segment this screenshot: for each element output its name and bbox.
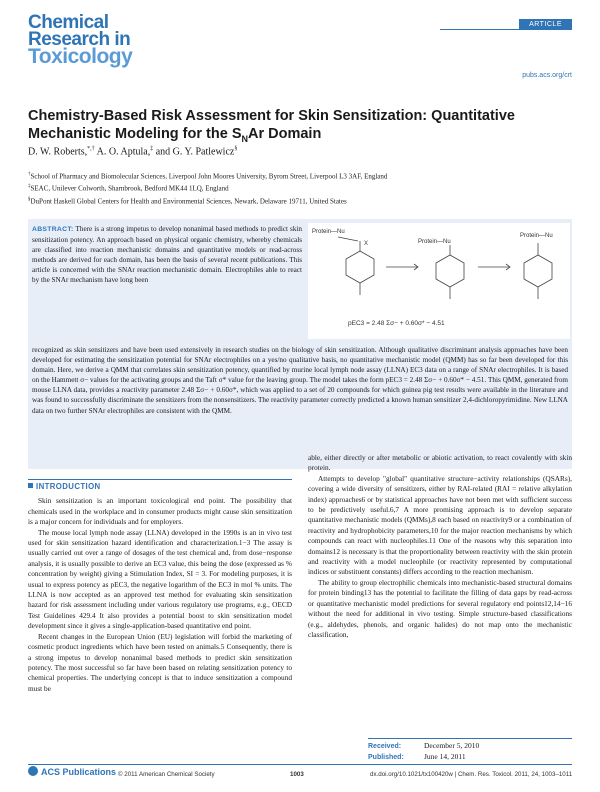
page-number: 1003 (290, 771, 304, 778)
author-mark: *,† (87, 146, 95, 152)
article-title (28, 107, 548, 148)
dates-rule-top (368, 738, 572, 739)
affiliation-mark: § (28, 197, 31, 202)
body-paragraph: Skin sensitization is an important toxicological end point. The possibility that chemicals used in the workplace and in consumer products might cause skin sensitization is a major concern for individuals and for employers. (28, 496, 292, 527)
publisher-name: ACS Publications (41, 767, 117, 777)
body-paragraph: Recent changes in the European Union (EU) legislation will forbid the marketing of cosmetic product ingredients which have been tested on animals.5 Consequently, there is a strong impetus to develop nonanimal based methods to predict skin sensitization potency. The most successful so far have been based on relating sensitization potency to chemical properties. The underlying concept is that to induce sensitization a compound must be (28, 631, 292, 693)
body-paragraph: The mouse local lymph node assay (LLNA) developed in the 1990s is an in vivo test used for skin sensitization hazard identification and characterization.1−3 The assay is usually carried out over a range of dosages of the test chemical and, from dose−response analysis, it is usually possible to derive an EC3 value, this being the dose (expressed as % concentration by weight) giving a Stimulation Index, SI = 3. For modeling purposes, it is usual to express potency as pEC3, the negative logarithm of the EC3 in mol % units. The LLNA is now accepted as an approved test method for evaluating skin sensitization hazard for risk assessment including under various regulatory use programs, e.g., OECD Test Guidelines 429.4 It also provides a potential boost to skin sensitization model development since it gives a single-application-based quantitative end point. (28, 527, 292, 631)
journal-logo-line3: Toxicology (28, 45, 133, 68)
section-rule (28, 479, 292, 480)
doi-citation-link[interactable]: dx.doi.org/10.1021/tx100420w | Chem. Res. Toxicol. 2011, 24, 1003–1011 (370, 771, 573, 778)
title-end: Ar Domain (248, 126, 322, 142)
affiliation-mark: † (28, 172, 31, 177)
published-value: June 14, 2011 (424, 752, 466, 761)
journal-logo-line1: Chemical (28, 12, 109, 33)
acs-logo-icon (28, 766, 38, 776)
benzene-ring-mid (436, 255, 464, 287)
received-label: Received: (368, 743, 402, 750)
reaction-scheme (308, 223, 570, 339)
graphic-label-leaving-group: X (364, 241, 369, 247)
benzene-ring-left (346, 251, 374, 283)
received-value: December 5, 2010 (424, 741, 480, 750)
body-paragraph: The ability to group electrophilic chemicals into mechanistic-based structural domains for protein binding13 has the potential to facilitate the filling of data gaps by read-across or quantitative mechanistic model predictions for several regulatory end points12,14−16 without the need for additional in vivo testing. Simple structure-based classifications (e.g., aldehydes, phenols, and organic halides) do not map onto the mechanistic classification, (308, 577, 572, 639)
article-type-tag: ARTICLE (519, 19, 572, 30)
author-mark: § (234, 146, 238, 152)
toc-graphic (308, 223, 570, 339)
abstract-narrow-text: There is a strong impetus to develop nonanimal based methods to predict skin sensitization potency. An approach based on physical organic chemistry, whereby chemicals are classified into reaction mechanistic domains and quantitative models or read-across methods are derived for each domain, has been the basis of several recent publications. This article is concerned with the SNAr reaction mechanistic domain. Electrophiles able to react by the SNAr mechanism have long been (32, 225, 303, 285)
abstract-text-bottom: recognized as skin sensitizers and have been used extensively in research studies on the biology of skin sensitization. Although qualitative discriminant analysis approaches have been developed for estimating the sensitization potential for SNAr electrophiles on a yes/no qualitative basis, no quantitative mechanistic model (QMM) has so far been developed for this domain. Here, we derive a QMM that correlates skin sensitization potency, quantified by murine local lymph node assay (LLNA) EC3 data on a range of SNAr electrophiles. It is based on the Hammett σ− values for the activating groups and the Taft σ* value for the leaving group. The model takes the form pEC3 = 2.48 Σσ− + 0.60σ* − 4.51. This QMM, generated from mouse LLNA data, provides a reactivity parameter 2.48 Σσ− + 0.60σ*, which was applied to a set of 20 compounds for which guinea pig test results were available in the literature and was found to successfully discriminate the sensitizers from the nonsensitizers. The reactivity parameter correctly predicted a known human sensitizer 2,4-dichloropyrimidine. New LLNA data on two further SNAr electrophiles are consistent with the QMM. (32, 346, 568, 415)
title-subscript: N (241, 133, 248, 144)
journal-logo-line2: Research in (28, 29, 131, 50)
affiliation-text: School of Pharmacy and Biomolecular Sciences, Liverpool John Moores University, Byrom Street, Liverpool L3 3AF, England (30, 172, 388, 181)
affiliation-text: DuPont Haskell Global Centers for Health and Environmental Sciences, Newark, Delaware 19711, United States (30, 197, 347, 206)
affiliation (28, 170, 568, 181)
body-column-right (308, 453, 572, 640)
copyright-notice: © 2011 American Chemical Society (118, 771, 215, 778)
journal-url-link[interactable]: pubs.acs.org/crt (522, 72, 572, 79)
body-paragraph: Attempts to develop "global" quantitative structure−activity relationships (QSARs), covering a wide diversity of sensitizers, either by RAI-related (RAI = relative alkylation index) approaches6 or by statistical approaches have not been met with sufficient success to be predictively useful.6,7 A more promising approach is to develop separate quantitative mechanistic models (QMMs),8 each based on reactivity9 or a combination of reactivity and hydrophobicity parameters,10 for the major reaction mechanisms by which compounds can react with nucleophiles.11 One of the reasons why this separation into domains12 is necessary is that the proportionality between reactivity with the skin protein and reactivity with a model nucleophile (or reactivity represented by computational indices or substituent constants) differs according to the reaction mechanism. (308, 473, 572, 577)
graphic-label-formula: pEC3 = 2.48 Σσ− + 0.60σ* − 4.51 (348, 320, 445, 327)
graphic-label-protein-mid: Protein—Nu (418, 239, 451, 245)
graphic-label-protein-left: Protein—Nu (312, 229, 345, 235)
body-paragraph: able, either directly or after metabolic or abiotic activation, to react covalently with skin protein. (308, 453, 572, 473)
affiliation-text: SEAC, Unilever Colworth, Sharnbrook, Bedford MK44 1LQ, England (30, 184, 229, 193)
affiliation-mark: ‡ (28, 184, 31, 189)
section-heading-text: INTRODUCTION (36, 482, 101, 491)
footer-rule (28, 764, 572, 765)
benzene-ring-right (524, 255, 552, 287)
author-name[interactable]: and G. Y. Patlewicz (155, 146, 235, 158)
journal-logo (28, 12, 178, 68)
abstract-text-top (32, 224, 302, 286)
author-name[interactable]: A. O. Aptula, (96, 146, 151, 158)
author-mark: ‡ (150, 146, 154, 152)
graphic-label-protein-right: Protein—Nu (520, 233, 553, 239)
section-marker-icon (28, 483, 33, 488)
published-date (368, 752, 466, 761)
body-column-left (28, 482, 292, 694)
section-heading-introduction (28, 482, 292, 492)
published-label: Published: (368, 754, 404, 761)
header-rule (440, 29, 572, 30)
abstract-label: ABSTRACT: (32, 226, 74, 233)
author-name[interactable]: D. W. Roberts, (28, 146, 88, 158)
received-date (368, 741, 479, 750)
affiliation (28, 182, 568, 193)
title-main: Chemistry-Based Risk Assessment for Skin Sensitization: Quantitative Mechanistic Modeling for the S (28, 108, 515, 142)
author-list (28, 146, 237, 157)
acs-publications-logo (28, 766, 116, 777)
affiliation (28, 195, 568, 206)
